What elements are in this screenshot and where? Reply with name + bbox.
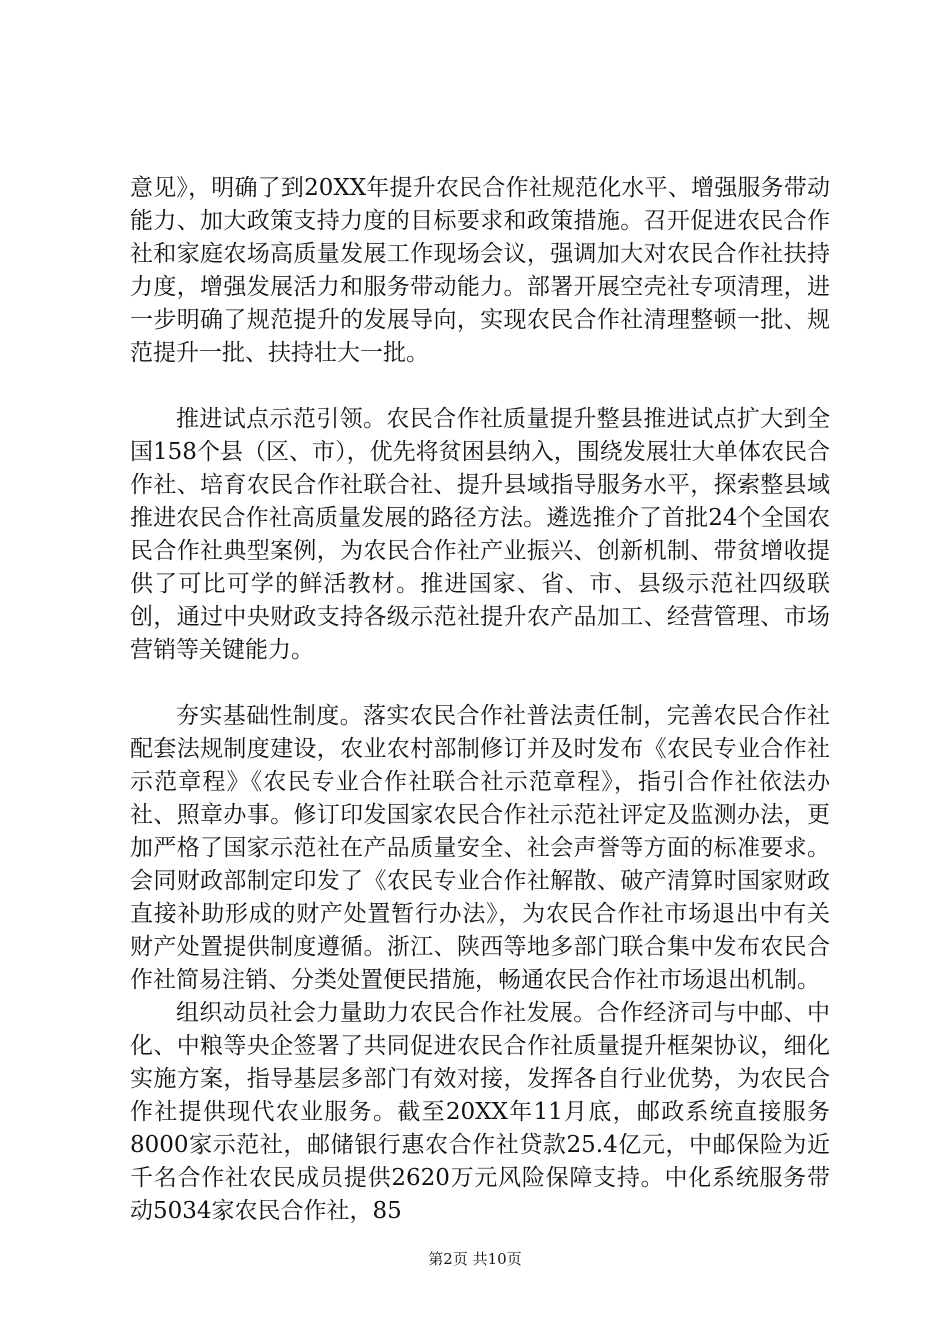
paragraph-social-forces: 组织动员社会力量助力农民合作社发展。合作经济司与中邮、中化、中粮等央企签署了共同促进农民合作社质量提升框架协议，细化实施方案，指导基层多部门有效对接，发挥各自行业优势，为农民合作社提供现代农业服务。截至20XX年11月底，邮政系统直接服务8000家示范社，邮储银行惠农合作社贷款25.4亿元，中邮保险为近千名合作社农民成员提供2620万元风险保障支持。中化系统服务带动5034家农民合作社，85 <box>130 1000 830 1224</box>
page-number-footer: 第2页 共10页 <box>428 1250 522 1268</box>
paragraph-spacer <box>130 667 830 700</box>
paragraph-pilot-demonstration: 推进试点示范引领。农民合作社质量提升整县推进试点扩大到全国158个县（区、市），优先将贫困县纳入，围绕发展壮大单体农民合作社、培育农民合作社联合社、提升县域指导服务水平，探索整县域推进农民合作社高质量发展的路径方法。遴选推介了首批24个全国农民合作社典型案例，为农民合作社产业振兴、创新机制、带贫增收提供了可比可学的鲜活教材。推进国家、省、市、县级示范社四级联创，通过中央财政支持各级示范社提升农产品加工、经营管理、市场营销等关键能力。 <box>130 406 830 663</box>
paragraph-spacer <box>130 370 830 403</box>
document-body <box>130 172 830 1228</box>
paragraph-policy-opinion: 意见》，明确了到20XX年提升农民合作社规范化水平、增强服务带动能力、加大政策支持力度的目标要求和政策措施。召开促进农民合作社和家庭农场高质量发展工作现场会议，强调加大对农民合作社扶持力度，增强发展活力和服务带动能力。部署开展空壳社专项清理，进一步明确了规范提升的发展导向，实现农民合作社清理整顿一批、规范提升一批、扶持壮大一批。 <box>130 175 830 366</box>
paragraph-basic-system: 夯实基础性制度。落实农民合作社普法责任制，完善农民合作社配套法规制度建设，农业农村部制修订并及时发布《农民专业合作社示范章程》《农民专业合作社联合社示范章程》，指引合作社依法办社、照章办事。修订印发国家农民合作社示范社评定及监测办法，更加严格了国家示范社在产品质量安全、社会声誉等方面的标准要求。会同财政部制定印发了《农民专业合作社解散、破产清算时国家财政直接补助形成的财产处置暂行办法》，为农民合作社市场退出中有关财产处置提供制度遵循。浙江、陕西等地多部门联合集中发布农民合作社简易注销、分类处置便民措施，畅通农民合作社市场退出机制。 <box>130 703 830 993</box>
